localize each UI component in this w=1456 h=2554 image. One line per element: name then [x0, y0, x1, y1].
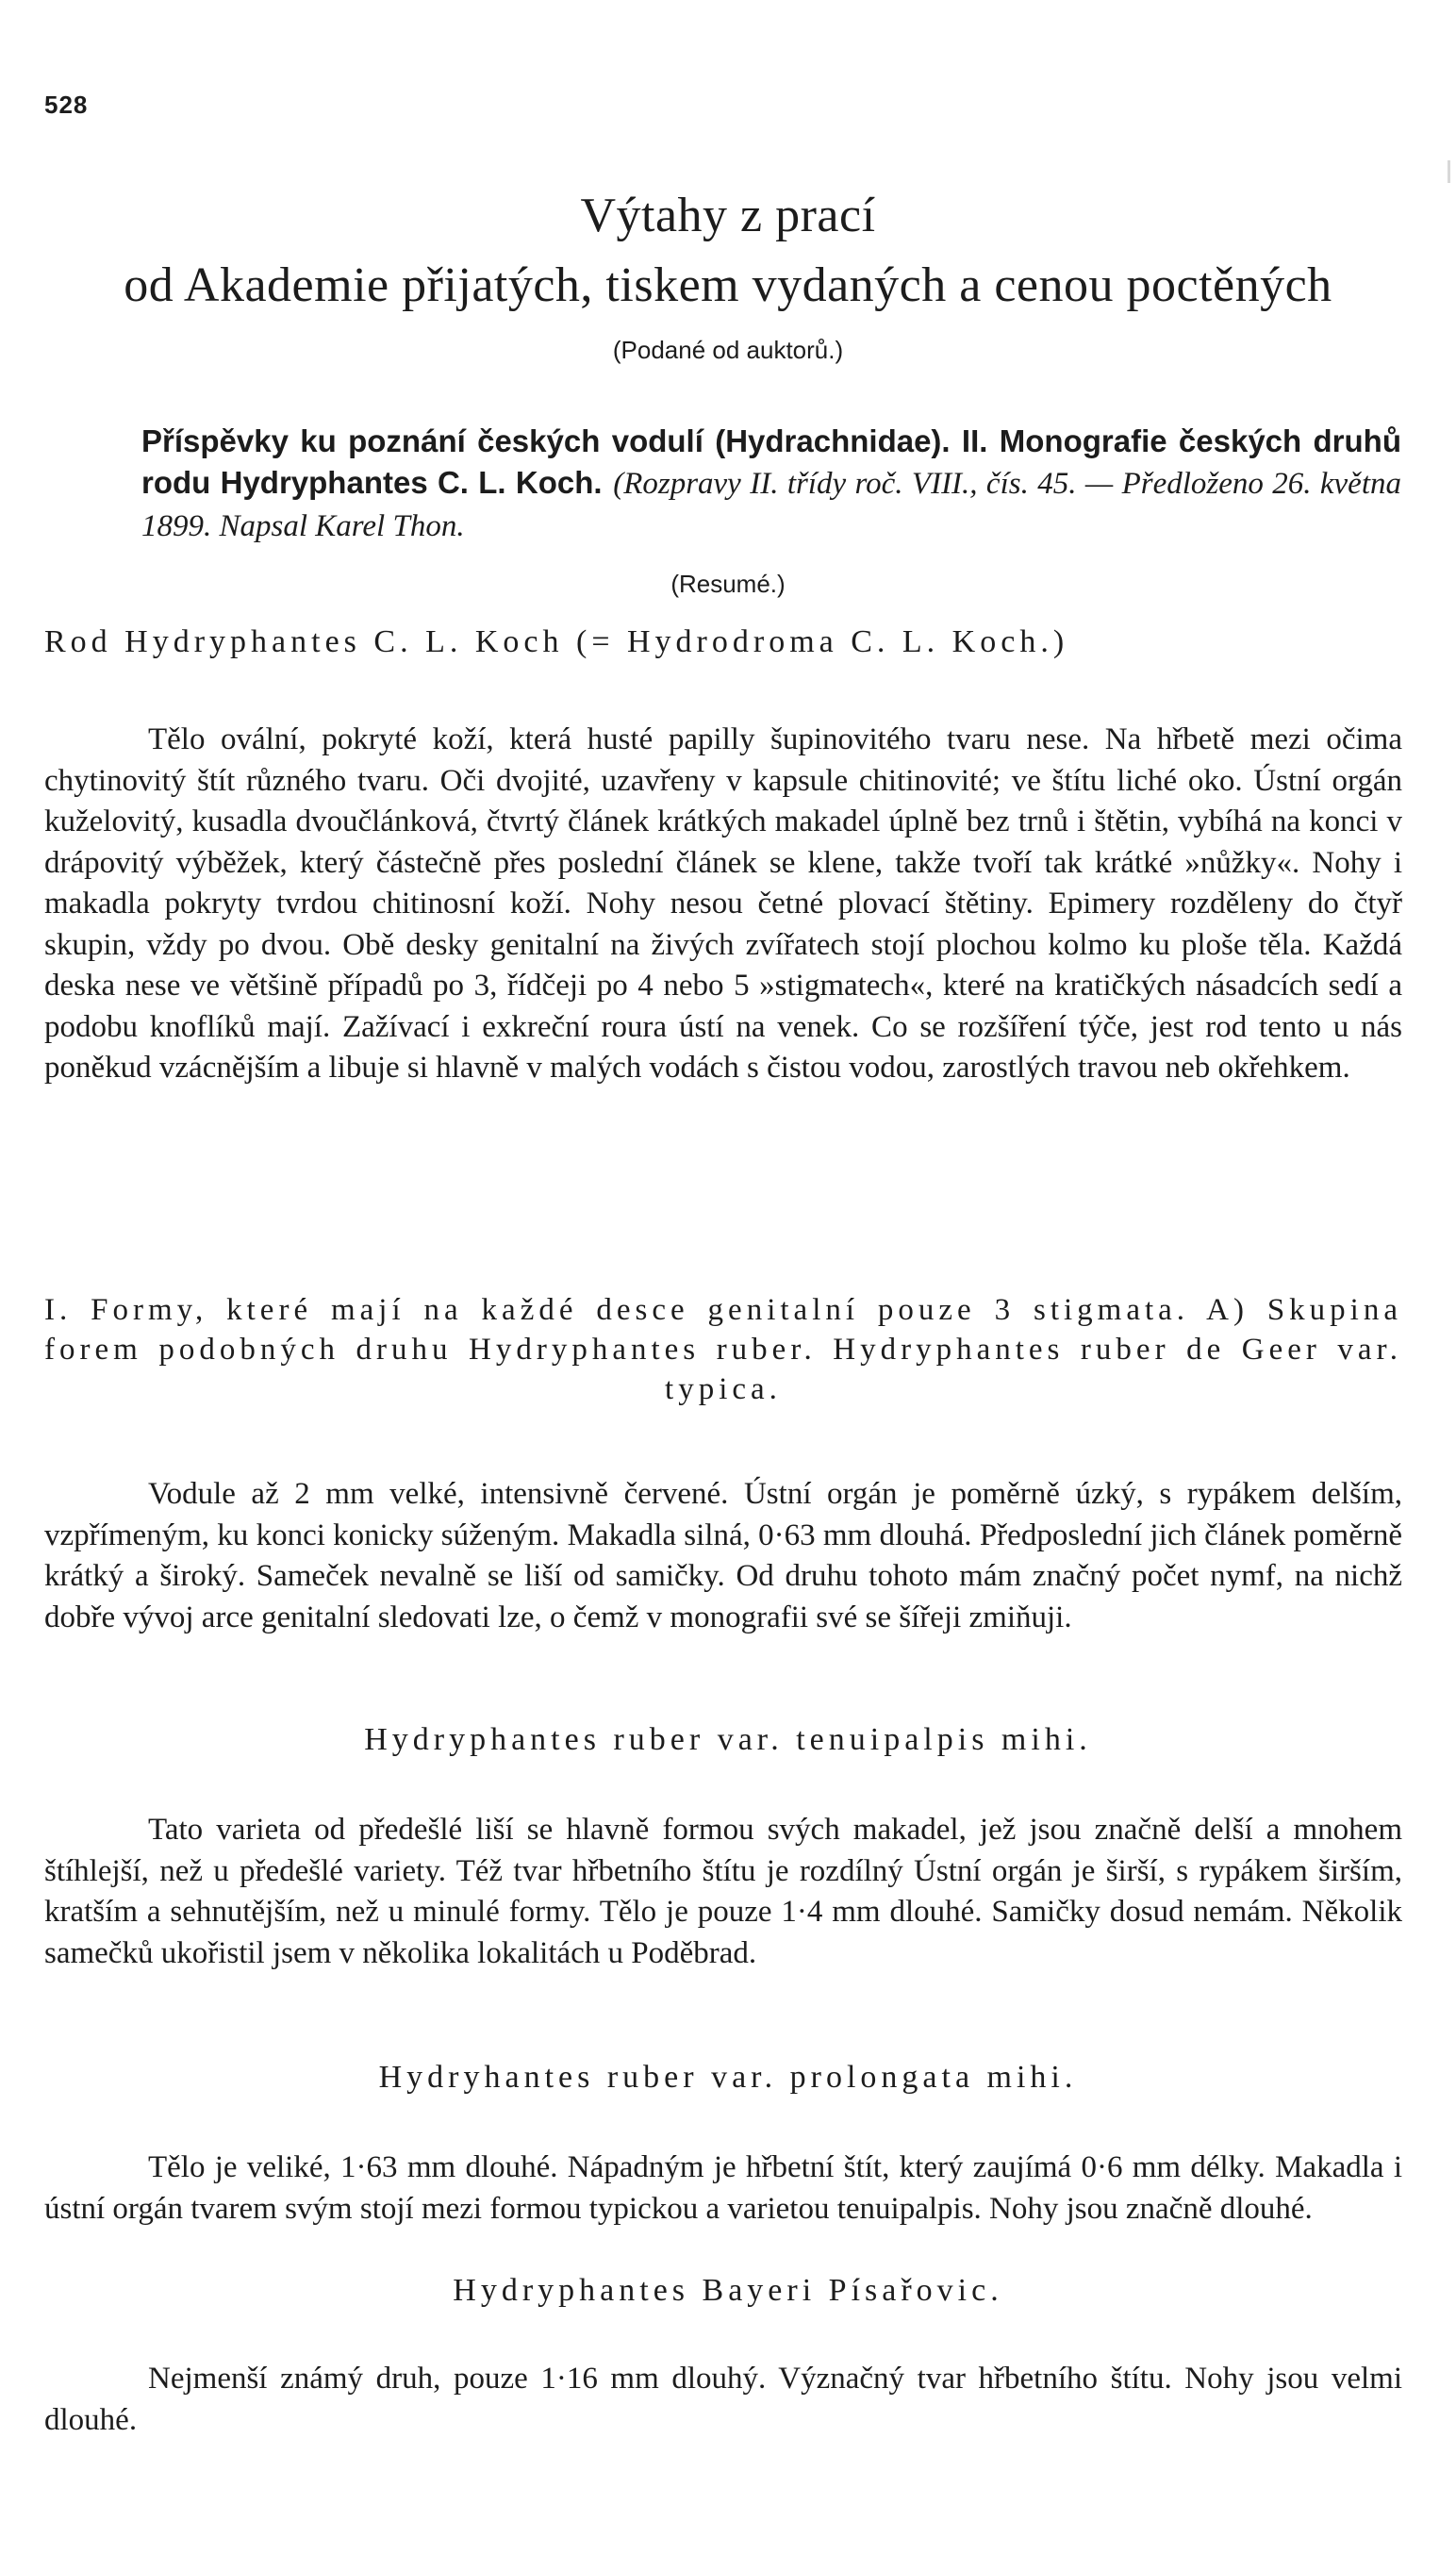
prolongata-paragraph: Tělo je veliké, 1·63 mm dlouhé. Nápadným je hřbetní štít, který zaujímá 0·6 mm délky. Makadla i ústní orgán tvarem svým stojí mezi formou typickou a varietou tenuipalpis. Nohy jsou značně dlouhé.	[44, 2150, 1402, 2226]
genus-heading: Rod Hydryphantes C. L. Koch (= Hydrodroma C. L. Koch.)	[44, 624, 1069, 659]
section-heading: I. Formy, které mají na každé desce genitalní pouze 3 stigmata. A) Skupina forem podobných druhu Hydryphantes ruber. Hydryphantes ruber de Geer var. typica.	[44, 1293, 1402, 1406]
bayeri-heading: Hydryphantes Bayeri Písařovic.	[453, 2273, 1003, 2308]
article-heading	[141, 421, 1401, 547]
article-title: Příspěvky ku poznání českých vodulí (Hydrachnidae). II. Monografie českých druhů rodu Hydryphantes C. L. Koch.	[141, 423, 1401, 500]
main-title-line-2: od Akademie přijatých, tiskem vydaných a cenou poctěných	[124, 258, 1332, 312]
genus-description-paragraph: Tělo ovální, pokryté koží, která husté papilly šupinovitého tvaru nese. Na hřbetě mezi očima chytinovitý štít různého tvaru. Oči dvojité, uzavřeny v kapsule chitinovité; ve štítu liché oko. Ústní orgán kuželovitý, kusadla dvoučlánková, čtvrtý článek krátkých makadel úplně bez trnů i štětin, vybíhá na konci v drápovitý výběžek, který částečně přes poslední článek se klene, takže tvoří tak krátké »nůžky«. Nohy i makadla pokryty tvrdou chitinosní koží. Nohy nesou četné plovací štětiny. Epimery rozděleny do čtyř skupin, vždy po dvou. Obě desky genitalní na živých zvířatech stojí plochou kolmo ku ploše těla. Každá deska nese ve většině případů po 3, řídčeji po 4 nebo 5 »stigmatech«, které na kratičkých násadcích sedí a podobu knoflíků mají. Zažívací i exkreční roura ústí na venek. Co se rozšíření týče, jest rod tento u nás poněkud vzácnějším a libuje si hlavně v malých vodách s čistou vodou, zarostlých travou neb okřehkem.	[44, 722, 1402, 1085]
page-number: 528	[44, 91, 89, 119]
article-citation: (Rozpravy II. třídy roč. VIII., čís. 45. — Předloženo 26. května 1899. Napsal Karel Thon.	[141, 467, 1402, 543]
bayeri-paragraph: Nejmenší známý druh, pouze 1·16 mm dlouhý. Význačný tvar hřbetního štítu. Nohy jsou velmi dlouhé.	[44, 2362, 1402, 2437]
scan-margin-mark	[1448, 160, 1450, 183]
tenuipalpis-paragraph: Tato varieta od předešlé liší se hlavně formou svých makadel, jež jsou značně delší a mnohem štíhlejší, než u předešlé variety. Též tvar hřbetního štítu je rozdílný Ústní orgán je širší, s rypákem širším, kratším a sehnutějším, než u minulé formy. Tělo je pouze 1·4 mm dlouhé. Samičky dosud nemám. Několik samečků ukořistil jsem v několika lokalitách u Poděbrad.	[44, 1813, 1402, 1970]
resume-label: (Resumé.)	[670, 570, 786, 598]
typica-paragraph: Vodule až 2 mm velké, intensivně červené. Ústní orgán je poměrně úzký, s rypákem delším, vzpřímeným, ku konci konicky súženým. Makadla silná, 0·63 mm dlouhá. Předposlední jich článek poměrně krátký a široký. Sameček nevalně se liší od samičky. Od druhu tohoto mám značný počet nymf, na nichž dobře vývoj arce genitalní sledovati lze, o čemž v monografii své se šířeji zmiňuji.	[44, 1477, 1402, 1634]
main-title-line-1: Výtahy z prací	[580, 189, 876, 242]
prolongata-heading: Hydryhantes ruber var. prolongata mihi.	[378, 2060, 1078, 2095]
tenuipalpis-heading: Hydryphantes ruber var. tenuipalpis mihi.	[364, 1722, 1092, 1757]
submitted-note: (Podané od auktorů.)	[612, 336, 844, 364]
